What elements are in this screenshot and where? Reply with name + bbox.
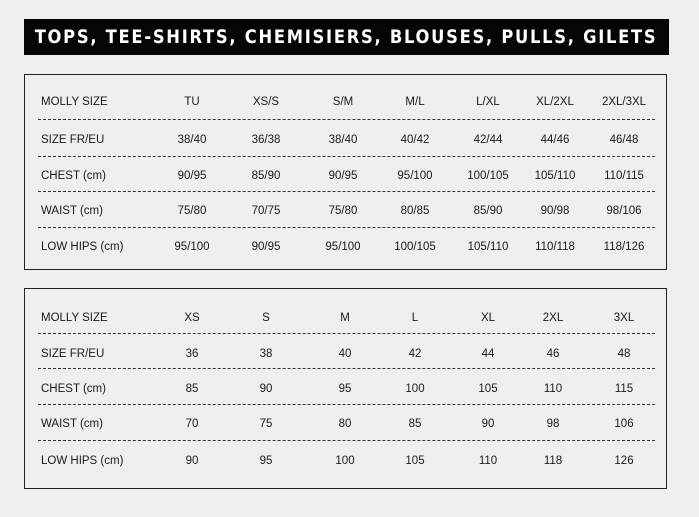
table-cell: S [262,311,270,324]
row-divider [38,368,655,369]
table-cell: 98/106 [606,204,642,217]
table-cell: 36 [185,347,199,360]
table-cell: 48 [617,347,631,360]
table-cell: XL/2XL [536,95,574,108]
table-cell: 70 [185,417,199,430]
table-cell: 85/90 [473,204,503,217]
table-cell: L/XL [476,95,500,108]
table-cell: 98 [546,417,560,430]
table-cell: 38 [259,347,273,360]
row-divider [38,333,655,334]
row-divider [38,119,655,120]
row-divider [38,227,655,228]
table-cell: 105/110 [467,240,509,253]
page-title-banner [24,19,669,55]
table-cell: 110 [478,454,498,467]
row-label: CHEST (cm) [41,382,106,395]
table-cell: 110/115 [604,169,644,182]
table-cell: 3XL [613,311,635,324]
row-label: SIZE FR/EU [41,347,105,360]
table-cell: XL [480,311,496,324]
table-cell: 118 [543,454,563,467]
table-cell: M [340,311,350,324]
table-cell: 105 [405,454,425,467]
table-cell: 115 [614,382,634,395]
table-row [38,372,655,405]
table-cell: 100 [405,382,425,395]
table-cell: M/L [405,95,425,108]
table-row [38,337,655,370]
row-label: MOLLY SIZE [41,311,108,324]
table-cell: 42/44 [473,133,503,146]
table-row [38,123,655,156]
table-cell: 85 [408,417,422,430]
table-cell: 44/46 [540,133,570,146]
row-divider [38,404,655,405]
row-label: SIZE FR/EU [41,133,105,146]
table-cell: 106 [614,417,634,430]
table-row [38,159,655,192]
table-cell: 80 [338,417,352,430]
row-label: LOW HIPS (cm) [41,454,124,467]
table-cell: 90 [259,382,273,395]
table-row [38,407,655,440]
table-cell: 70/75 [251,204,281,217]
table-cell: L [411,311,419,324]
table-cell: 105/110 [534,169,576,182]
table-cell: TU [184,95,200,108]
row-label: CHEST (cm) [41,169,106,182]
table-cell: 100/105 [467,169,509,182]
table-cell: XS [184,311,200,324]
row-label: WAIST (cm) [41,417,103,430]
table-cell: 85 [185,382,199,395]
table-cell: 44 [481,347,495,360]
table-cell: 90 [481,417,495,430]
table-cell: 100 [335,454,355,467]
table-cell: 126 [614,454,634,467]
table-cell: 46 [546,347,560,360]
table-cell: 75/80 [177,204,207,217]
row-divider [38,440,655,441]
table-cell: 40/42 [400,133,430,146]
table-cell: 38/40 [328,133,358,146]
table-cell: 110/118 [535,240,575,253]
page-title: TOPS, TEE-SHIRTS, CHEMISIERS, BLOUSES, PULLS, GILETS [35,26,658,48]
table-cell: 90/98 [540,204,570,217]
size-table-single [24,288,667,489]
table-cell: 85/90 [251,169,281,182]
table-row [38,85,655,118]
table-cell: 90 [185,454,199,467]
table-cell: 95 [338,382,352,395]
row-divider [38,191,655,192]
table-cell: 95/100 [397,169,433,182]
size-table-dual [24,74,667,270]
table-cell: 95/100 [174,240,210,253]
row-label: MOLLY SIZE [41,95,108,108]
table-cell: 118/126 [603,240,645,253]
table-cell: 46/48 [609,133,639,146]
table-cell: 90/95 [177,169,207,182]
table-cell: XS/S [252,95,280,108]
table-row [38,301,655,334]
table-cell: 105 [478,382,498,395]
table-cell: 80/85 [400,204,430,217]
table-row [38,230,655,263]
table-row [38,194,655,227]
table-cell: 90/95 [251,240,281,253]
table-cell: 75/80 [328,204,358,217]
table-cell: 36/38 [251,133,281,146]
table-cell: 2XL [542,311,564,324]
table-cell: 95 [259,454,273,467]
row-label: LOW HIPS (cm) [41,240,124,253]
table-cell: 38/40 [177,133,207,146]
table-cell: 75 [259,417,273,430]
table-cell: 42 [408,347,422,360]
table-cell: 2XL/3XL [601,95,647,108]
table-cell: 90/95 [328,169,358,182]
row-divider [38,156,655,157]
table-row [38,444,655,477]
row-label: WAIST (cm) [41,204,103,217]
table-cell: S/M [332,95,354,108]
table-cell: 95/100 [325,240,361,253]
table-cell: 40 [338,347,352,360]
table-cell: 100/105 [394,240,436,253]
table-cell: 110 [543,382,563,395]
